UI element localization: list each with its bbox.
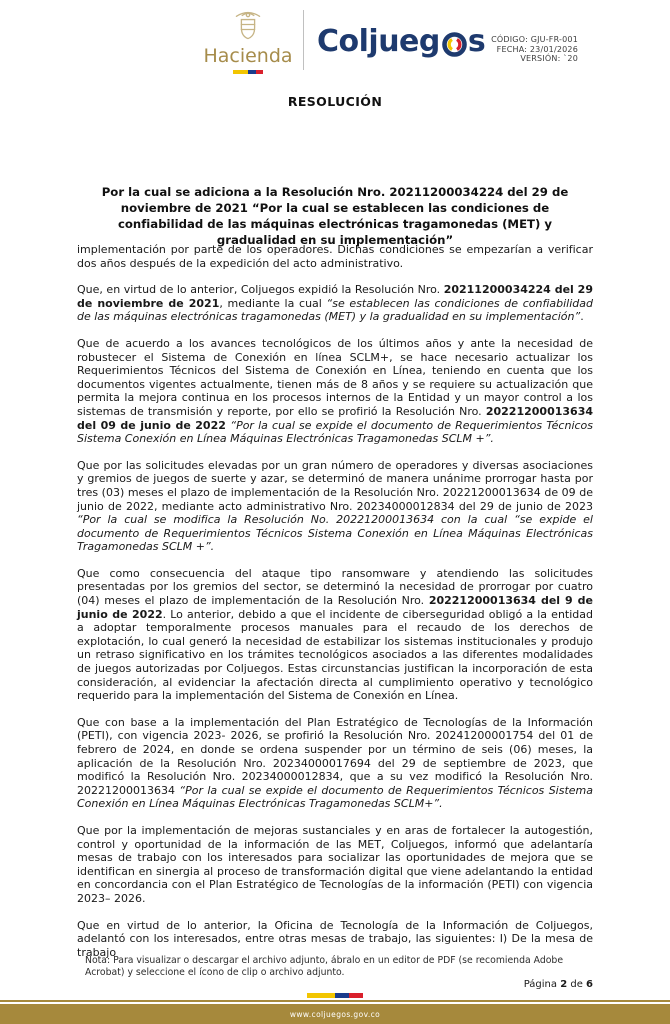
paragraph-4 xyxy=(77,459,593,554)
footer-rule xyxy=(0,1000,670,1002)
page-label-prefix: Página xyxy=(523,979,561,990)
hacienda-logo xyxy=(203,8,293,74)
coljuegos-logo-text-before: Coljueg xyxy=(317,24,440,59)
text-run: “Por la cual se modifica la Resolución No. 20221200013634 con la cual “se expide el documento de Requerimientos Técnicos Sistema Conexión en Línea Máquinas Electrónicas Tragamonedas SCLM +”. xyxy=(77,513,593,554)
flag-yellow-segment xyxy=(233,70,248,74)
paragraph-7 xyxy=(77,824,593,906)
paragraph-1 xyxy=(77,243,593,270)
coljuegos-o-icon xyxy=(442,32,467,57)
paragraph-2 xyxy=(77,283,593,324)
paragraph-5 xyxy=(77,567,593,703)
page-label-middle: de xyxy=(567,979,587,990)
page-number xyxy=(524,979,593,990)
document-subject: Por la cual se adiciona a la Resolución Nro. 20211200034224 del 29 de noviembre de 2021 “Por la cual se establecen las condiciones de confiabilidad de las máquinas electrónicas tragamonedas (MET) y gradualidad en su implementación” xyxy=(101,185,569,247)
text-run: Que como consecuencia del ataque tipo ransomware y atendiendo las solicitudes presentadas por los gremios del sector, se determinó la necesidad de prorrogar por cuatro (04) meses el plazo de implementación de la Resolución Nro. xyxy=(77,566,593,608)
text-run: . xyxy=(580,310,584,324)
hacienda-crest-icon xyxy=(231,8,265,46)
flag-blue-segment xyxy=(335,993,349,998)
meta-codigo: CÓDIGO: GJU-FR-001 xyxy=(491,35,578,44)
flag-red-segment xyxy=(256,70,264,74)
text-run: 20211200034224 del 29 de noviembre de 2021 xyxy=(77,283,593,310)
document-meta xyxy=(491,35,578,64)
document-body xyxy=(77,243,593,972)
text-run: Que por las solicitudes elevadas por un gran número de operadores y diversas asociaciones y gremios de juegos de suerte y azar, se determinó de manera unánime prorrogar hasta por tres (03) meses el plazo de implementación de la Resolución Nro. 20221200013634 de 09 de junio de 2022, mediante acto administrativo Nro. 20234000012834 del 29 de junio de 2023 xyxy=(77,458,593,513)
text-run: Que de acuerdo a los avances tecnológicos de los últimos años y ante la necesidad de robustecer el Sistema de Conexión en línea SCLM+, se hace necesario actualizar los Requerimientos Técnicos del Sistema de Conexión en Línea, teniendo en cuenta que los documentos vigentes actualmente, tienen más de 8 años y se requiere su actualización que permita la mejora continua en los procesos internos de la Entidad y un mayor control a los sistemas de transmisión y reporte, por ello se profirió la Resolución Nro. xyxy=(77,336,593,418)
text-run: 20221200013634 del 9 de junio de 2022 xyxy=(77,594,593,621)
hacienda-flag-bar xyxy=(233,70,263,74)
text-run: “Por la cual se expide el documento de Requerimientos Técnicos Sistema Conexión en Línea Máquinas Electrónicas Tragamonedas SCLM+”. xyxy=(77,783,593,811)
text-run: Que en virtud de lo anterior, la Oficina de Tecnología de la Información de Coljuegos, adelantó con los interesados, entre otras mesas de trabajo, las siguientes: I) De la mesa de trabajo xyxy=(77,918,593,959)
flag-red-segment xyxy=(349,993,363,998)
header-divider xyxy=(303,10,304,70)
text-run: implementación por parte de los operadores. Dichas condiciones se empezarían a verificar dos años después de la expedición del acto administrativo. xyxy=(77,243,593,270)
document-title: RESOLUCIÓN xyxy=(287,94,383,109)
paragraph-3 xyxy=(77,337,593,446)
text-run: Que por la implementación de mejoras sustanciales y en aras de fortalecer la autogestión, control y oportunidad de la información de las MET, Coljuegos, informó que adelantaría mesas de trabajo con los interesados para socializar las oportunidades de mejora que se identifican en sinergia al proceso de transformación digital que viene adelantando la entidad en concordancia con el Plan Estratégico de Tecnologías de la información (PETI) con vigencia 2023– 2026. xyxy=(77,823,593,905)
coljuegos-logo-text-after: s xyxy=(467,24,486,59)
text-run: . Lo anterior, debido a que el incidente de ciberseguridad obligó a la entidad a adoptar temporalmente procesos manuales para el recaudo de los derechos de explotación, lo cual generó la necesidad de estabilizar los sistemas institucionales y produjo un retraso significativo en los trámites tecnológicos asociados a las diferentes modalidades de juegos autorizadas por Coljuegos. Estas circunstancias justifican la incorporación de esta consideración, al evidenciar la afectación directa al cumplimiento operativo y tecnológico requerido para la implementación del Sistema de Conexión en Línea. xyxy=(77,607,593,703)
paragraph-8 xyxy=(77,919,593,960)
flag-yellow-segment xyxy=(307,993,335,998)
page-number-value: 2 xyxy=(560,979,568,990)
text-run: “se establecen las condiciones de confiabilidad de las máquinas electrónicas tragamonedas (MET) y la gradualidad en su implementación” xyxy=(77,296,593,324)
meta-fecha: FECHA: 23/01/2026 xyxy=(496,44,578,54)
flag-blue-segment xyxy=(248,70,256,74)
text-run: , mediante la cual xyxy=(219,296,327,310)
footer-flag-bar xyxy=(307,993,363,998)
meta-version: VERSIÓN: `20 xyxy=(520,54,578,64)
text-run: 20221200013634 del 09 de junio de 2022 xyxy=(77,404,593,432)
text-run: Que con base a la implementación del Plan Estratégico de Tecnologías de la Información (PETI), con vigencia 2023- 2026, se profirió la Resolución Nro. 20241200001754 del 01 de febrero de 2024, en donde se ordena suspender por un término de seis (06) meses, la aplicación de la Resolución Nro. 20234000017694 del 29 de septiembre de 2023, que modificó la Resolución Nro. 20234000012834, que a su vez modificó la Resolución Nro. 20221200013634 xyxy=(77,715,593,797)
coljuegos-logo xyxy=(317,24,485,59)
footer-url: www.coljuegos.gov.co xyxy=(289,1009,381,1019)
text-run: “Por la cual se expide el documento de Requerimientos Técnicos Sistema Conexión en Línea Máquinas Electrónicas Tragamonedas SCLM +”. xyxy=(77,418,594,446)
paragraph-6 xyxy=(77,716,593,811)
attachment-note: Nota: Para visualizar o descargar el archivo adjunto, ábralo en un editor de PDF (se recomienda Adobe Acrobat) y seleccione el ícono de clip o archivo adjunto. xyxy=(85,955,564,978)
page-total-value: 6 xyxy=(586,979,593,990)
text-run: Que, en virtud de lo anterior, Coljuegos expidió la Resolución Nro. xyxy=(77,283,444,297)
footer-bar xyxy=(0,1004,670,1024)
hacienda-label: Hacienda xyxy=(203,45,293,67)
